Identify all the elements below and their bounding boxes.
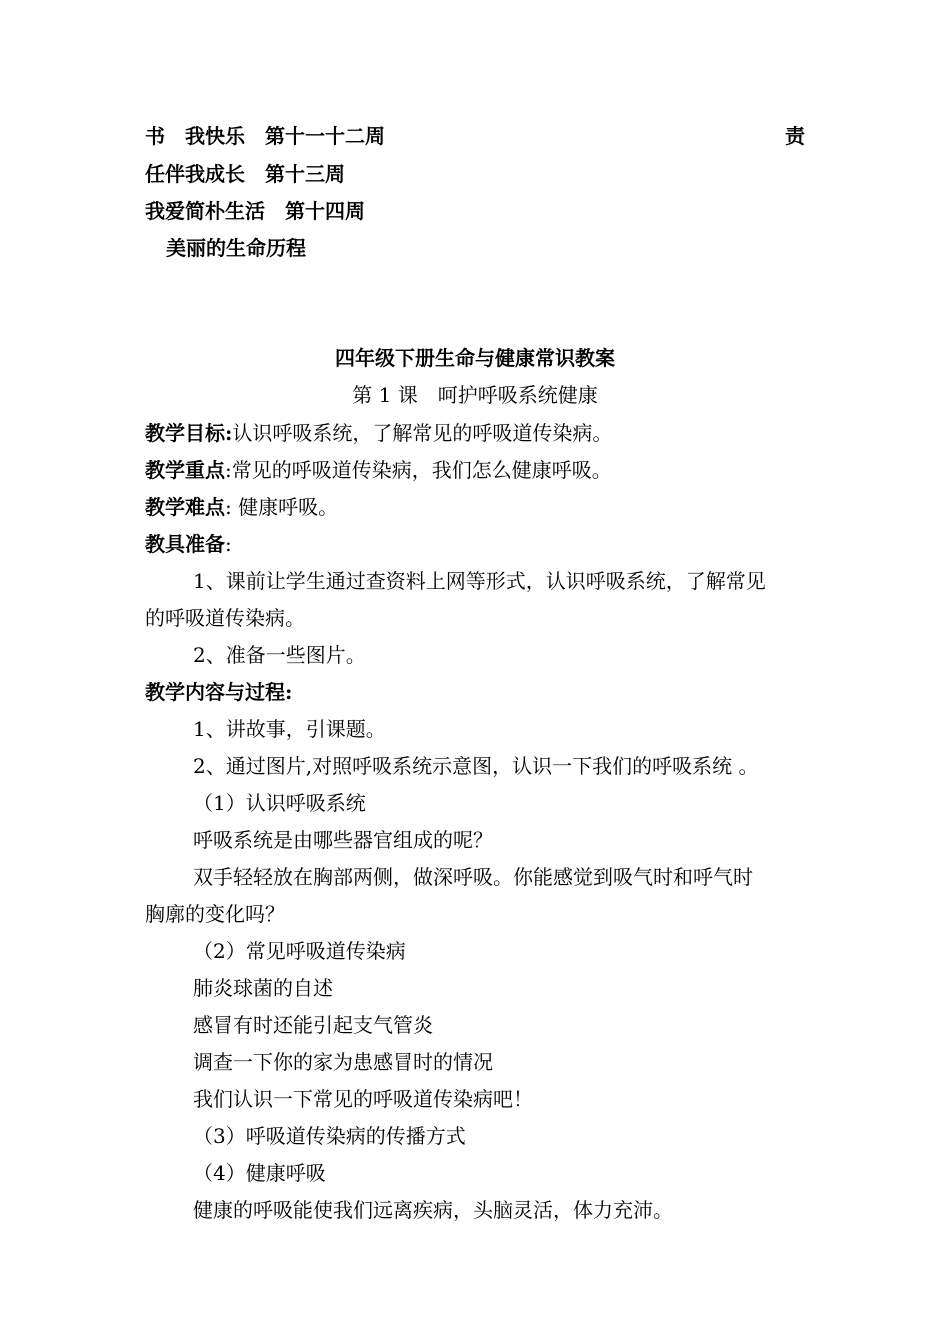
header-line-1-left: 书 我快乐 第十一十二周 [145,124,385,148]
question-1: 呼吸系统是由哪些器官组成的呢？ [193,828,493,852]
header-line-2: 任伴我成长 第十三周 [145,162,345,186]
sub-heading-2: （2）常见呼吸道传染病 [193,939,406,963]
process-label: 教学内容与过程: [145,680,293,704]
difficulty-text: : 健康呼吸。 [225,495,339,519]
key-point-label: 教学重点 [145,458,225,482]
prep-label: 教具准备 [145,532,225,556]
question-2-line-a: 双手轻轻放在胸部两侧，做深呼吸。你能感觉到吸气时和呼气时 [193,865,753,889]
objective-label: 教学目标: [145,421,233,445]
prep-item-2: 2、准备一些图片。 [193,643,366,667]
conclusion: 健康的呼吸能使我们远离疾病，头脑灵活，体力充沛。 [193,1198,673,1222]
sub-heading-1: （1）认识呼吸系统 [193,791,366,815]
difficulty-label: 教学难点 [145,495,225,519]
key-point-text: :常见的呼吸道传染病，我们怎么健康呼吸。 [225,458,612,482]
header-line-4: 美丽的生命历程 [166,236,306,260]
difficulty-line [145,493,805,521]
item-c: 调查一下你的家为患感冒时的情况 [193,1050,493,1074]
prep-line [145,530,805,558]
sub-heading-3: （3）呼吸道传染病的传播方式 [193,1124,466,1148]
document-title: 四年级下册生命与健康常识教案 [335,346,615,370]
header-line-3: 我爱简朴生活 第十四周 [145,199,365,223]
objective-text: 认识呼吸系统，了解常见的呼吸道传染病。 [232,421,613,445]
header-line-1-right: 责 [785,124,805,148]
key-point-line [145,456,805,484]
sub-heading-4: （4）健康呼吸 [193,1161,326,1185]
step-2: 2、通过图片,对照呼吸系统示意图，认识一下我们的呼吸系统 。 [193,754,759,778]
lesson-subtitle: 第 1 课 呵护呼吸系统健康 [352,383,598,407]
item-a: 肺炎球菌的自述 [193,976,333,1000]
header-line-1 [145,122,805,150]
item-d: 我们认识一下常见的呼吸道传染病吧！ [193,1087,533,1111]
prep-item-1-line-b: 的呼吸道传染病。 [145,606,305,630]
item-b: 感冒有时还能引起支气管炎 [193,1013,433,1037]
step-1: 1、讲故事，引课题。 [193,717,386,741]
objective-line [145,419,805,447]
prep-item-1-line-a: 1、课前让学生通过查资料上网等形式，认识呼吸系统，了解常见 [193,569,766,593]
question-2-line-b: 胸廓的变化吗？ [145,902,285,926]
prep-colon: : [225,532,232,556]
